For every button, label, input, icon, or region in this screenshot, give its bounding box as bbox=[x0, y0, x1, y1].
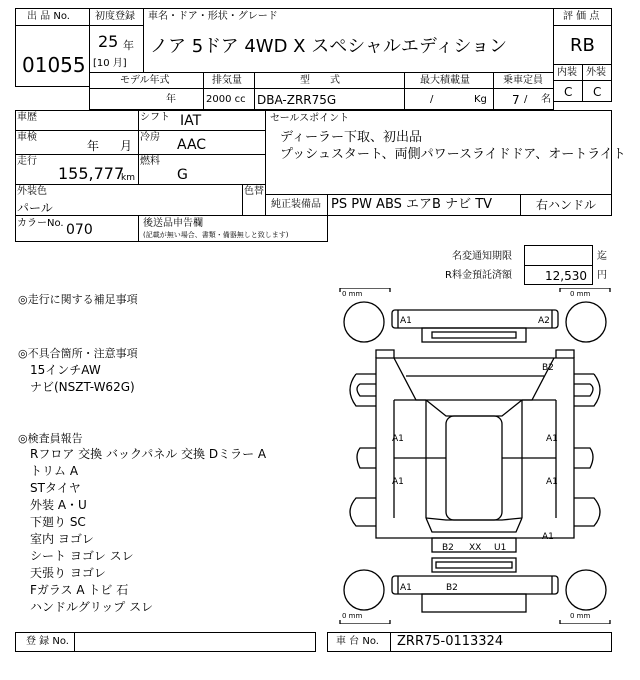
mark-rear-left: A1 bbox=[400, 583, 412, 593]
corner-label-tl: 0 mm bbox=[342, 290, 363, 298]
grade-label: 評 価 点 bbox=[563, 11, 600, 22]
lot-no-label: 出 品 No. bbox=[27, 11, 70, 22]
inspector-item: Rフロア 交換 バックパネル 交換 Dミラー A bbox=[30, 447, 267, 461]
inspection-label: 車検 bbox=[17, 132, 37, 143]
reg-no-label: 登 録 No. bbox=[26, 636, 69, 647]
mark-right-front-door: A1 bbox=[546, 434, 558, 444]
inspector-item: トリム A bbox=[30, 464, 79, 478]
interior-label: 内装 bbox=[557, 67, 577, 78]
reg-no-cell bbox=[74, 632, 316, 652]
mark-back-b: XX bbox=[469, 543, 482, 553]
defect-item: ナビ(NSZT-W62G) bbox=[30, 380, 135, 394]
lot-no: 01055 bbox=[22, 53, 86, 77]
handle-value: 右ハンドル bbox=[536, 198, 597, 212]
exterior-grade: C bbox=[593, 85, 602, 99]
mark-right-rear-fender: A1 bbox=[542, 532, 554, 542]
history-label: 車歴 bbox=[17, 112, 37, 123]
equipment-value: PS PW ABS エアB ナビ TV bbox=[331, 197, 493, 212]
displacement: 2000 cc bbox=[206, 94, 246, 105]
inspector-list bbox=[30, 446, 266, 616]
name-change-label: 名変通知期限 bbox=[452, 251, 512, 262]
capacity-unit: 名 bbox=[541, 94, 551, 105]
mark-left-rear-door: A1 bbox=[392, 477, 404, 487]
driving-notes-label: ◎走行に関する補足事項 bbox=[18, 293, 138, 306]
corner-label-tr: 0 mm bbox=[570, 290, 591, 298]
mark-right-quarter: B2 bbox=[542, 363, 554, 373]
inspector-item: Fガラス A トビ 石 bbox=[30, 583, 129, 597]
ac-value: AAC bbox=[177, 137, 207, 153]
inspector-item: 下廻り SC bbox=[30, 515, 86, 529]
inspector-item: シート ヨゴレ スレ bbox=[30, 549, 134, 563]
ac-label: 冷房 bbox=[140, 132, 160, 143]
first-reg-month: [10 月] bbox=[93, 58, 127, 69]
model-year-unit: 年 bbox=[166, 94, 176, 105]
first-reg-year-unit: 年 bbox=[123, 39, 134, 52]
chassis-no: ZRR75-0113324 bbox=[397, 634, 504, 649]
color-no-value: 070 bbox=[66, 222, 93, 238]
mileage-label: 走行 bbox=[17, 156, 37, 167]
name-change-unit: 迄 bbox=[597, 251, 607, 262]
mark-front-right: A2 bbox=[538, 316, 550, 326]
inspector-item: 天張り ヨゴレ bbox=[30, 566, 106, 580]
aftermarket-label: 後送品申告欄 bbox=[143, 218, 203, 229]
fuel-label: 燃料 bbox=[140, 156, 160, 167]
fuel-value: G bbox=[177, 167, 188, 183]
mark-right-rear-door: A1 bbox=[546, 477, 558, 487]
capacity-label: 乗車定員 bbox=[503, 75, 543, 86]
grade-value: RB bbox=[570, 35, 595, 56]
interior-grade: C bbox=[564, 85, 573, 99]
mark-back-c: U1 bbox=[494, 543, 507, 553]
inspector-item: 室内 ヨゴレ bbox=[30, 532, 94, 546]
max-load-sep: / bbox=[430, 94, 434, 105]
sales-point-1: ディーラー下取、初出品 bbox=[280, 130, 422, 145]
sales-point-2: プッシュスタート、両側パワースライドドア、オートライト bbox=[280, 147, 626, 162]
color-value: パール bbox=[17, 201, 53, 215]
exterior-label: 外装 bbox=[586, 67, 606, 78]
capacity-sep: / bbox=[524, 94, 528, 105]
recycle-fee: 12,530 bbox=[545, 269, 587, 283]
defect-item: 15インチAW bbox=[30, 363, 101, 377]
inspector-item: STタイヤ bbox=[30, 481, 81, 495]
chassis-label: 車 台 No. bbox=[336, 636, 379, 647]
model-type: DBA-ZRR75G bbox=[257, 93, 337, 107]
inspector-item: ハンドルグリップ スレ bbox=[30, 600, 154, 614]
inspection-month-unit: 月 bbox=[120, 139, 133, 153]
corner-label-br: 0 mm bbox=[570, 612, 591, 620]
recycle-label: R料金預託済額 bbox=[445, 270, 512, 281]
recycle-unit: 円 bbox=[597, 270, 607, 281]
mark-front-left: A1 bbox=[400, 316, 412, 326]
type-label: 型 式 bbox=[300, 75, 340, 86]
aftermarket-note: (記載が無い場合、書類・備器無しと致します) bbox=[143, 231, 289, 239]
corner-label-bl: 0 mm bbox=[342, 612, 363, 620]
first-reg-label: 初度登録 bbox=[95, 11, 135, 22]
name-change-cell bbox=[524, 245, 593, 266]
capacity: 7 bbox=[512, 93, 520, 107]
defects-label: ◎不具合箇所・注意事項 bbox=[18, 347, 138, 360]
color-label: 外装色 bbox=[17, 186, 47, 197]
equipment-label: 純正装備品 bbox=[271, 199, 321, 210]
mileage-value: 155,777 bbox=[58, 164, 125, 183]
shift-value: IAT bbox=[180, 113, 202, 129]
mileage-unit: km bbox=[121, 173, 135, 183]
first-reg-year: 25 bbox=[98, 32, 119, 51]
defects-list bbox=[30, 362, 135, 396]
shift-label: シフト bbox=[140, 112, 170, 123]
color-change-label: 色替 bbox=[244, 186, 264, 197]
displacement-label: 排気量 bbox=[212, 75, 242, 86]
mark-back-a: B2 bbox=[442, 543, 454, 553]
model-year-label: モデル年式 bbox=[120, 75, 170, 86]
car-damage-diagram bbox=[336, 288, 614, 624]
inspector-item: 外装 A・U bbox=[30, 498, 87, 512]
mark-rear-center: B2 bbox=[446, 583, 458, 593]
model-name: ノア 5ドア 4WD X スペシャルエディション bbox=[150, 36, 508, 57]
inspector-label: ◎検査員報告 bbox=[18, 432, 83, 445]
model-label: 車名・ドア・形状・グレード bbox=[148, 11, 278, 22]
max-load-label: 最大積載量 bbox=[420, 75, 470, 86]
max-load-unit: Kg bbox=[474, 94, 487, 105]
inspection-year-unit: 年 bbox=[87, 139, 100, 153]
mark-left-front-door: A1 bbox=[392, 434, 404, 444]
sales-point-label: セールスポイント bbox=[270, 113, 350, 124]
color-no-label: カラーNo. bbox=[17, 218, 64, 229]
